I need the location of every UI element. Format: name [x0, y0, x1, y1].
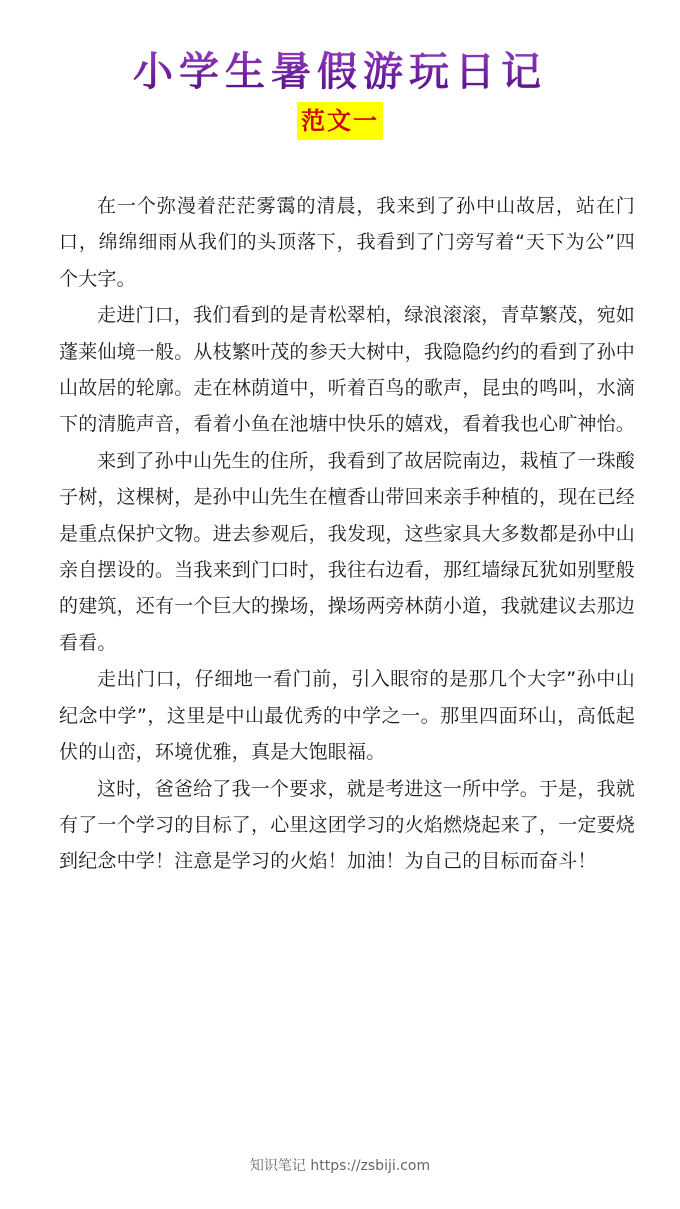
footer-watermark: 知识笔记 https://zsbiji.com — [249, 1158, 431, 1174]
paragraph-3: 来到了孙中山先生的住所，我看到了故居院南边，栽植了一珠酸子树，这棵树，是孙中山先生在檀香山带回来亲手种植的，现在已经是重点保护文物。进去参观后，我发现，这些家具大多数都是孙中山亲自摆设的。当我来到门口时，我往右边看，那红墙绿瓦犹如别墅般的建筑，还有一个巨大的操场，操场两旁林荫小道，我就建议去那边看看。 — [59, 449, 636, 654]
subtitle-badge: 范文一 — [297, 102, 383, 140]
subtitle-container — [0, 102, 680, 140]
paragraph-1: 在一个弥漫着茫茫雾霭的清晨，我来到了孙中山故居，站在门口，绵绵细雨从我们的头顶落下，我看到了门旁写着“天下为公”四个大字。 — [59, 195, 635, 290]
article-body — [59, 188, 635, 880]
paragraph-2: 走进门口，我们看到的是青松翠柏，绿浪滚滚，青草繁茂，宛如蓬莱仙境一般。从枝繁叶茂的参天大树中，我隐隐约约的看到了孙中山故居的轮廓。走在林荫道中，听着百鸟的歌声，昆虫的鸣叫，水滴下的清脆声音，看着小鱼在池塘中快乐的嬉戏，看着我也心旷神怡。 — [59, 304, 636, 436]
page-title: 小学生暑假游玩日记 — [0, 44, 680, 100]
paragraph-5: 这时，爸爸给了我一个要求，就是考进这一所中学。于是，我就有了一个学习的目标了，心里这团学习的火焰燃烧起来了，一定要烧到纪念中学！注意是学习的火焰！加油！为自己的目标而奋斗！ — [59, 777, 636, 873]
paragraph-4: 走出门口，仔细地一看门前，引入眼帘的是那几个大字”孙中山纪念中学”，这里是中山最优秀的中学之一。那里四面环山，高低起伏的山峦，环境优雅，真是大饱眼福。 — [59, 668, 635, 764]
